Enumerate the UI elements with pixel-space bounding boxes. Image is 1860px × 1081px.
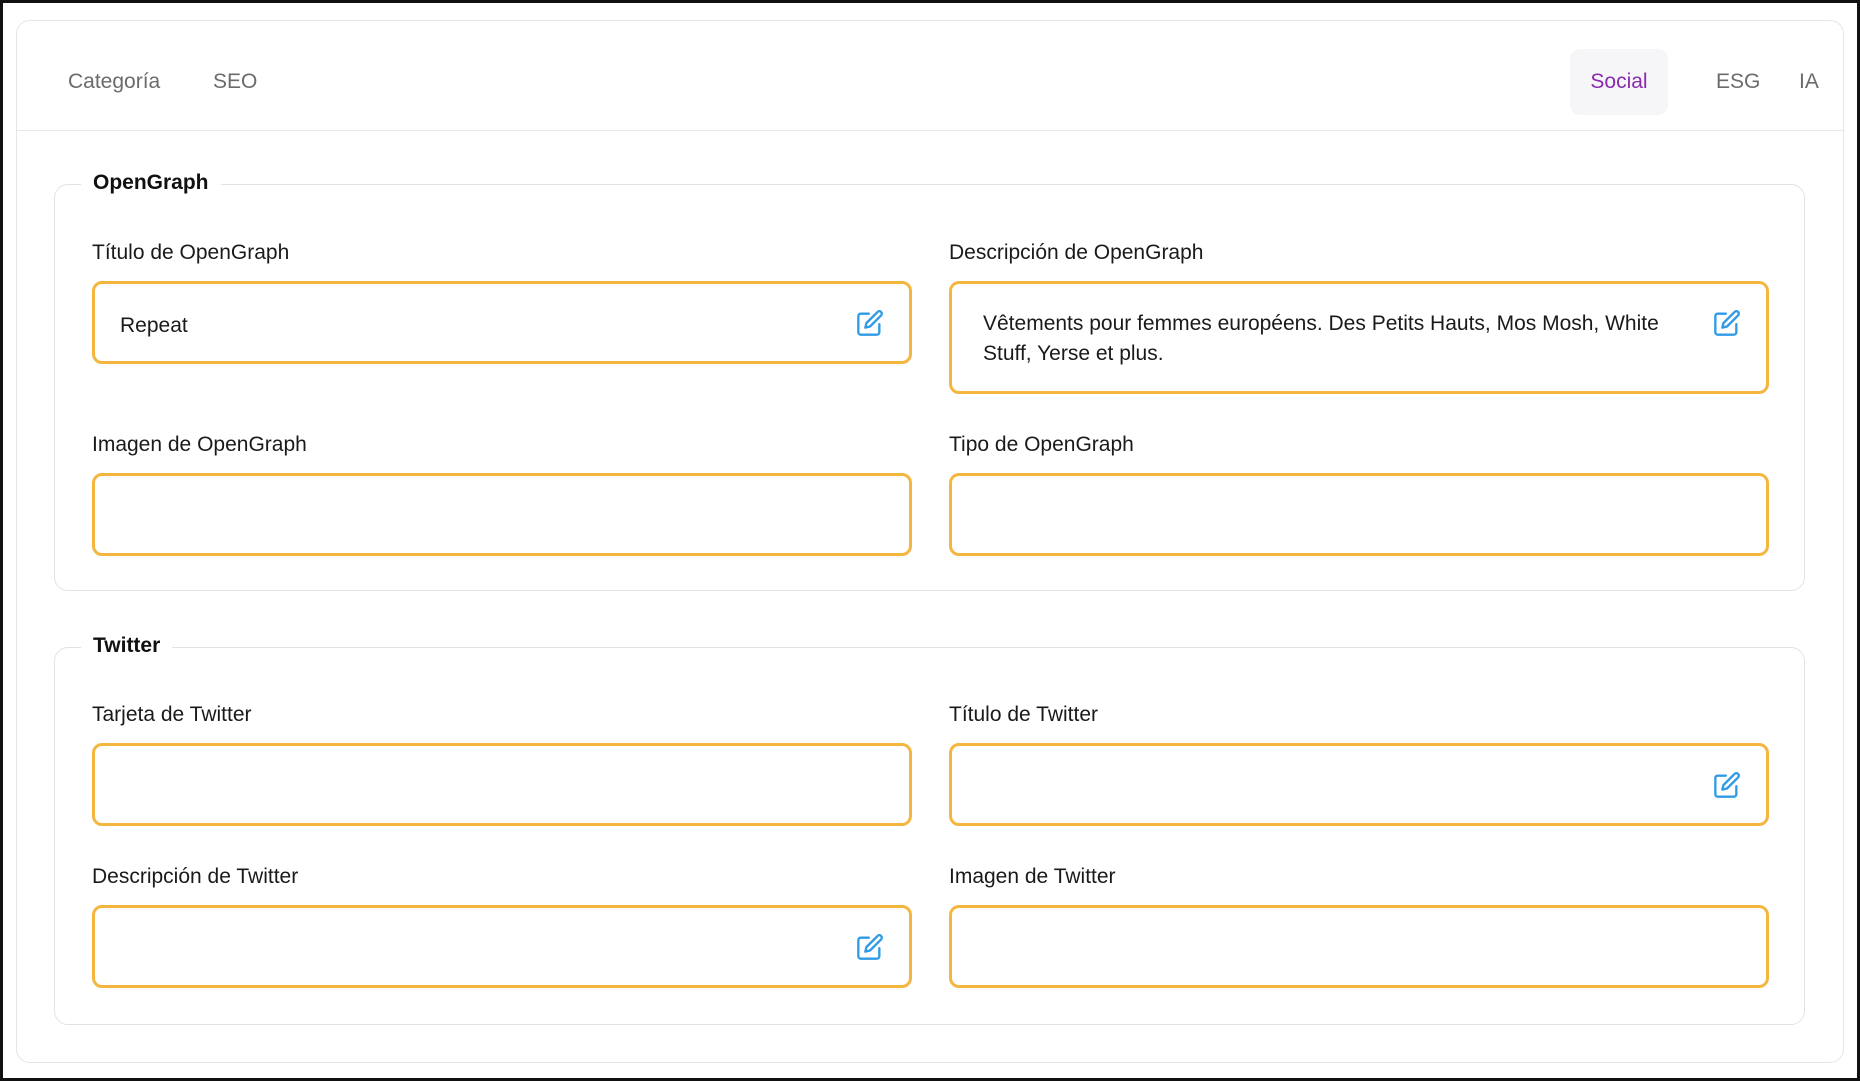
tab-bar [17,21,1843,131]
edit-icon[interactable] [1713,309,1741,337]
edit-icon[interactable] [856,309,884,337]
twitter-image-label: Imagen de Twitter [949,865,1116,888]
opengraph-description-field[interactable] [949,281,1769,394]
opengraph-title-field[interactable] [92,281,912,364]
opengraph-description-label: Descripción de OpenGraph [949,241,1204,264]
tab-categoria[interactable]: Categoría [68,70,161,93]
twitter-card-label: Tarjeta de Twitter [92,703,252,726]
opengraph-description-value: Vêtements pour femmes européens. Des Petits Hauts, Mos Mosh, White Stuff, Yerse et plus. [983,312,1659,365]
opengraph-image-field[interactable] [92,473,912,556]
twitter-title-label: Título de Twitter [949,703,1099,726]
twitter-card-field[interactable] [92,743,912,826]
edit-icon[interactable] [856,933,884,961]
opengraph-type-label: Tipo de OpenGraph [949,433,1134,456]
twitter-legend: Twitter [81,634,172,658]
opengraph-title-value: Repeat [120,314,188,337]
tab-ia[interactable]: IA [1799,70,1819,93]
twitter-description-field[interactable] [92,905,912,988]
opengraph-section [54,171,1805,591]
opengraph-title-label: Título de OpenGraph [92,241,290,264]
opengraph-type-field[interactable] [949,473,1769,556]
twitter-title-field[interactable] [949,743,1769,826]
twitter-image-field[interactable] [949,905,1769,988]
twitter-section [54,634,1805,1025]
social-card [16,20,1844,1063]
tab-seo[interactable]: SEO [213,70,258,93]
tab-esg[interactable]: ESG [1716,70,1761,93]
twitter-description-label: Descripción de Twitter [92,865,299,888]
opengraph-image-label: Imagen de OpenGraph [92,433,307,456]
opengraph-legend: OpenGraph [81,171,221,195]
tab-social[interactable]: Social [1570,49,1668,115]
edit-icon[interactable] [1713,771,1741,799]
